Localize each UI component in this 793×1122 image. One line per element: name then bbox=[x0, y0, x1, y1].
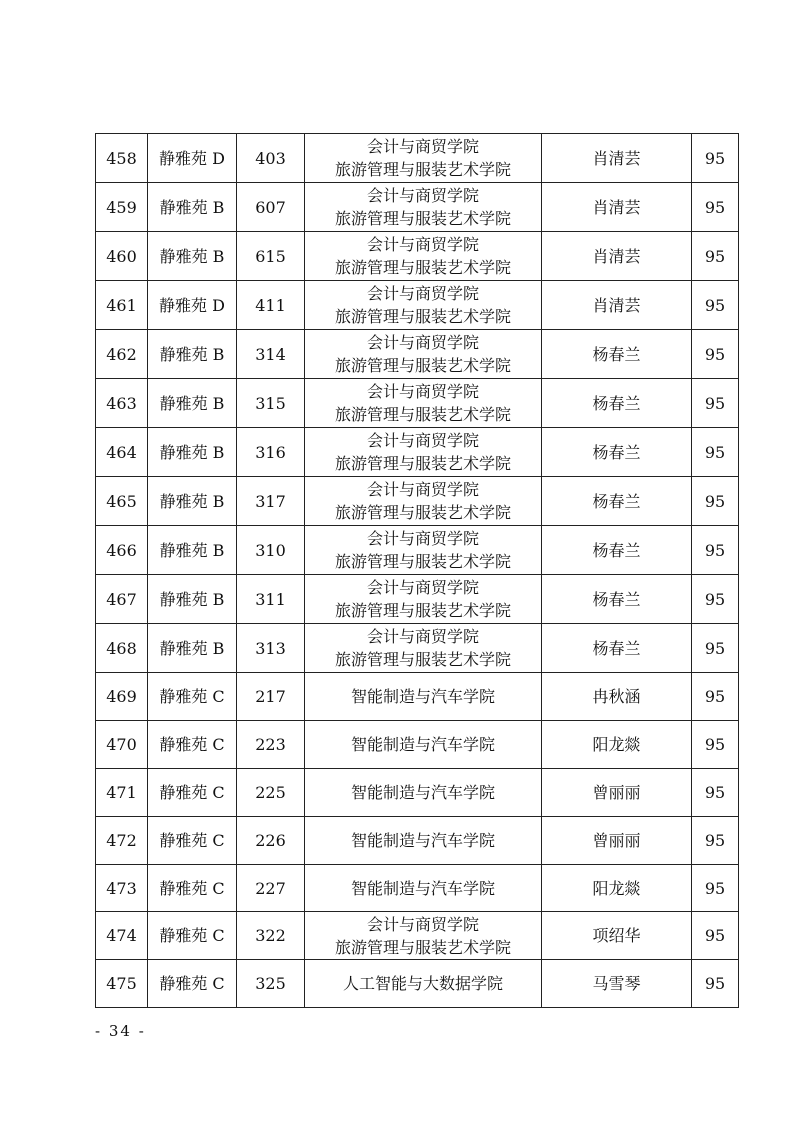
building-cell: 静雅苑 C bbox=[148, 721, 237, 769]
college-cell bbox=[305, 183, 542, 232]
score-cell: 95 bbox=[692, 134, 739, 183]
room-cell: 314 bbox=[237, 330, 305, 379]
college-line: 旅游管理与服装艺术学院 bbox=[334, 937, 511, 957]
room-cell: 313 bbox=[237, 624, 305, 673]
table-row bbox=[96, 865, 739, 912]
row-number-cell: 464 bbox=[96, 428, 148, 477]
college-line: 旅游管理与服装艺术学院 bbox=[334, 209, 511, 228]
college-line: 智能制造与汽车学院 bbox=[350, 878, 495, 898]
table-row bbox=[96, 769, 739, 817]
row-number-cell: 463 bbox=[96, 379, 148, 428]
college-cell bbox=[305, 912, 542, 960]
college-cell bbox=[305, 281, 542, 330]
building-cell: 静雅苑 C bbox=[148, 865, 237, 912]
college-line: 智能制造与汽车学院 bbox=[350, 831, 495, 850]
person-cell: 杨春兰 bbox=[542, 330, 692, 379]
table-row bbox=[96, 477, 739, 526]
person-cell: 阳龙燚 bbox=[542, 865, 692, 912]
college-line: 旅游管理与服装艺术学院 bbox=[334, 160, 511, 179]
score-cell: 95 bbox=[692, 865, 739, 912]
college-line: 会计与商贸学院 bbox=[366, 578, 479, 597]
score-cell: 95 bbox=[692, 960, 739, 1008]
row-number-cell: 471 bbox=[96, 769, 148, 817]
room-cell: 322 bbox=[237, 912, 305, 960]
person-cell: 肖清芸 bbox=[542, 183, 692, 232]
score-cell: 95 bbox=[692, 428, 739, 477]
table-row bbox=[96, 817, 739, 865]
building-cell: 静雅苑 B bbox=[148, 526, 237, 575]
college-line: 智能制造与汽车学院 bbox=[350, 783, 495, 802]
college-cell bbox=[305, 134, 542, 183]
room-cell: 310 bbox=[237, 526, 305, 575]
college-line: 会计与商贸学院 bbox=[366, 627, 479, 646]
college-line: 会计与商贸学院 bbox=[366, 284, 479, 303]
score-cell: 95 bbox=[692, 721, 739, 769]
score-cell: 95 bbox=[692, 912, 739, 960]
row-number-cell: 466 bbox=[96, 526, 148, 575]
row-number-cell: 461 bbox=[96, 281, 148, 330]
building-cell: 静雅苑 C bbox=[148, 912, 237, 960]
row-number-cell: 459 bbox=[96, 183, 148, 232]
row-number-cell: 475 bbox=[96, 960, 148, 1008]
row-number-cell: 474 bbox=[96, 912, 148, 960]
row-number-cell: 470 bbox=[96, 721, 148, 769]
room-cell: 217 bbox=[237, 673, 305, 721]
college-cell bbox=[305, 769, 542, 817]
room-cell: 225 bbox=[237, 769, 305, 817]
college-line: 智能制造与汽车学院 bbox=[350, 735, 495, 754]
table-row bbox=[96, 960, 739, 1008]
person-cell: 杨春兰 bbox=[542, 624, 692, 673]
building-cell: 静雅苑 D bbox=[148, 281, 237, 330]
college-cell bbox=[305, 960, 542, 1008]
college-cell bbox=[305, 721, 542, 769]
person-cell: 杨春兰 bbox=[542, 477, 692, 526]
table-row bbox=[96, 379, 739, 428]
college-line: 智能制造与汽车学院 bbox=[350, 687, 495, 706]
college-line: 会计与商贸学院 bbox=[366, 914, 479, 934]
building-cell: 静雅苑 B bbox=[148, 624, 237, 673]
score-cell: 95 bbox=[692, 281, 739, 330]
building-cell: 静雅苑 C bbox=[148, 769, 237, 817]
college-line: 会计与商贸学院 bbox=[366, 333, 479, 352]
college-line: 会计与商贸学院 bbox=[366, 235, 479, 254]
building-cell: 静雅苑 B bbox=[148, 575, 237, 624]
table-row bbox=[96, 526, 739, 575]
college-cell bbox=[305, 865, 542, 912]
college-cell bbox=[305, 526, 542, 575]
table-row bbox=[96, 330, 739, 379]
college-line: 旅游管理与服装艺术学院 bbox=[334, 405, 511, 424]
table-body bbox=[96, 134, 739, 1008]
college-line: 旅游管理与服装艺术学院 bbox=[334, 454, 511, 473]
room-cell: 315 bbox=[237, 379, 305, 428]
college-cell bbox=[305, 232, 542, 281]
person-cell: 冉秋涵 bbox=[542, 673, 692, 721]
building-cell: 静雅苑 D bbox=[148, 134, 237, 183]
building-cell: 静雅苑 B bbox=[148, 379, 237, 428]
table-row bbox=[96, 183, 739, 232]
score-cell: 95 bbox=[692, 575, 739, 624]
college-line: 人工智能与大数据学院 bbox=[342, 974, 503, 993]
score-cell: 95 bbox=[692, 379, 739, 428]
row-number-cell: 458 bbox=[96, 134, 148, 183]
room-cell: 223 bbox=[237, 721, 305, 769]
college-line: 会计与商贸学院 bbox=[366, 186, 479, 205]
room-cell: 325 bbox=[237, 960, 305, 1008]
room-cell: 316 bbox=[237, 428, 305, 477]
room-cell: 227 bbox=[237, 865, 305, 912]
college-line: 旅游管理与服装艺术学院 bbox=[334, 258, 511, 277]
table-row bbox=[96, 673, 739, 721]
score-cell: 95 bbox=[692, 624, 739, 673]
college-line: 会计与商贸学院 bbox=[366, 431, 479, 450]
person-cell: 杨春兰 bbox=[542, 379, 692, 428]
row-number-cell: 472 bbox=[96, 817, 148, 865]
room-cell: 226 bbox=[237, 817, 305, 865]
college-cell bbox=[305, 575, 542, 624]
score-cell: 95 bbox=[692, 526, 739, 575]
person-cell: 马雪琴 bbox=[542, 960, 692, 1008]
person-cell: 项绍华 bbox=[542, 912, 692, 960]
score-cell: 95 bbox=[692, 330, 739, 379]
building-cell: 静雅苑 B bbox=[148, 330, 237, 379]
college-line: 会计与商贸学院 bbox=[366, 382, 479, 401]
person-cell: 阳龙燚 bbox=[542, 721, 692, 769]
college-line: 会计与商贸学院 bbox=[366, 137, 479, 156]
score-cell: 95 bbox=[692, 817, 739, 865]
college-line: 会计与商贸学院 bbox=[366, 529, 479, 548]
page-number: - 34 - bbox=[95, 1022, 146, 1040]
row-number-cell: 469 bbox=[96, 673, 148, 721]
table-row bbox=[96, 134, 739, 183]
table-row bbox=[96, 912, 739, 960]
college-cell bbox=[305, 624, 542, 673]
room-cell: 411 bbox=[237, 281, 305, 330]
table-row bbox=[96, 575, 739, 624]
college-line: 会计与商贸学院 bbox=[366, 480, 479, 499]
person-cell: 杨春兰 bbox=[542, 575, 692, 624]
college-line: 旅游管理与服装艺术学院 bbox=[334, 601, 511, 620]
building-cell: 静雅苑 B bbox=[148, 232, 237, 281]
table-row bbox=[96, 428, 739, 477]
building-cell: 静雅苑 B bbox=[148, 477, 237, 526]
score-cell: 95 bbox=[692, 183, 739, 232]
room-cell: 317 bbox=[237, 477, 305, 526]
row-number-cell: 473 bbox=[96, 865, 148, 912]
college-line: 旅游管理与服装艺术学院 bbox=[334, 356, 511, 375]
table-row bbox=[96, 281, 739, 330]
college-cell bbox=[305, 673, 542, 721]
person-cell: 杨春兰 bbox=[542, 428, 692, 477]
building-cell: 静雅苑 C bbox=[148, 817, 237, 865]
person-cell: 曾丽丽 bbox=[542, 817, 692, 865]
room-cell: 403 bbox=[237, 134, 305, 183]
person-cell: 杨春兰 bbox=[542, 526, 692, 575]
college-line: 旅游管理与服装艺术学院 bbox=[334, 552, 511, 571]
table-row bbox=[96, 232, 739, 281]
score-cell: 95 bbox=[692, 673, 739, 721]
person-cell: 肖清芸 bbox=[542, 134, 692, 183]
college-line: 旅游管理与服装艺术学院 bbox=[334, 307, 511, 326]
college-cell bbox=[305, 477, 542, 526]
row-number-cell: 467 bbox=[96, 575, 148, 624]
dormitory-score-table bbox=[95, 133, 739, 1008]
college-line: 旅游管理与服装艺术学院 bbox=[334, 650, 511, 669]
room-cell: 607 bbox=[237, 183, 305, 232]
row-number-cell: 460 bbox=[96, 232, 148, 281]
building-cell: 静雅苑 B bbox=[148, 183, 237, 232]
college-cell bbox=[305, 817, 542, 865]
college-cell bbox=[305, 428, 542, 477]
person-cell: 肖清芸 bbox=[542, 232, 692, 281]
room-cell: 615 bbox=[237, 232, 305, 281]
score-cell: 95 bbox=[692, 232, 739, 281]
college-cell bbox=[305, 330, 542, 379]
row-number-cell: 462 bbox=[96, 330, 148, 379]
table-row bbox=[96, 624, 739, 673]
row-number-cell: 465 bbox=[96, 477, 148, 526]
college-line: 旅游管理与服装艺术学院 bbox=[334, 503, 511, 522]
building-cell: 静雅苑 C bbox=[148, 673, 237, 721]
score-cell: 95 bbox=[692, 477, 739, 526]
college-cell bbox=[305, 379, 542, 428]
row-number-cell: 468 bbox=[96, 624, 148, 673]
building-cell: 静雅苑 C bbox=[148, 960, 237, 1008]
score-cell: 95 bbox=[692, 769, 739, 817]
building-cell: 静雅苑 B bbox=[148, 428, 237, 477]
person-cell: 曾丽丽 bbox=[542, 769, 692, 817]
room-cell: 311 bbox=[237, 575, 305, 624]
table-row bbox=[96, 721, 739, 769]
person-cell: 肖清芸 bbox=[542, 281, 692, 330]
